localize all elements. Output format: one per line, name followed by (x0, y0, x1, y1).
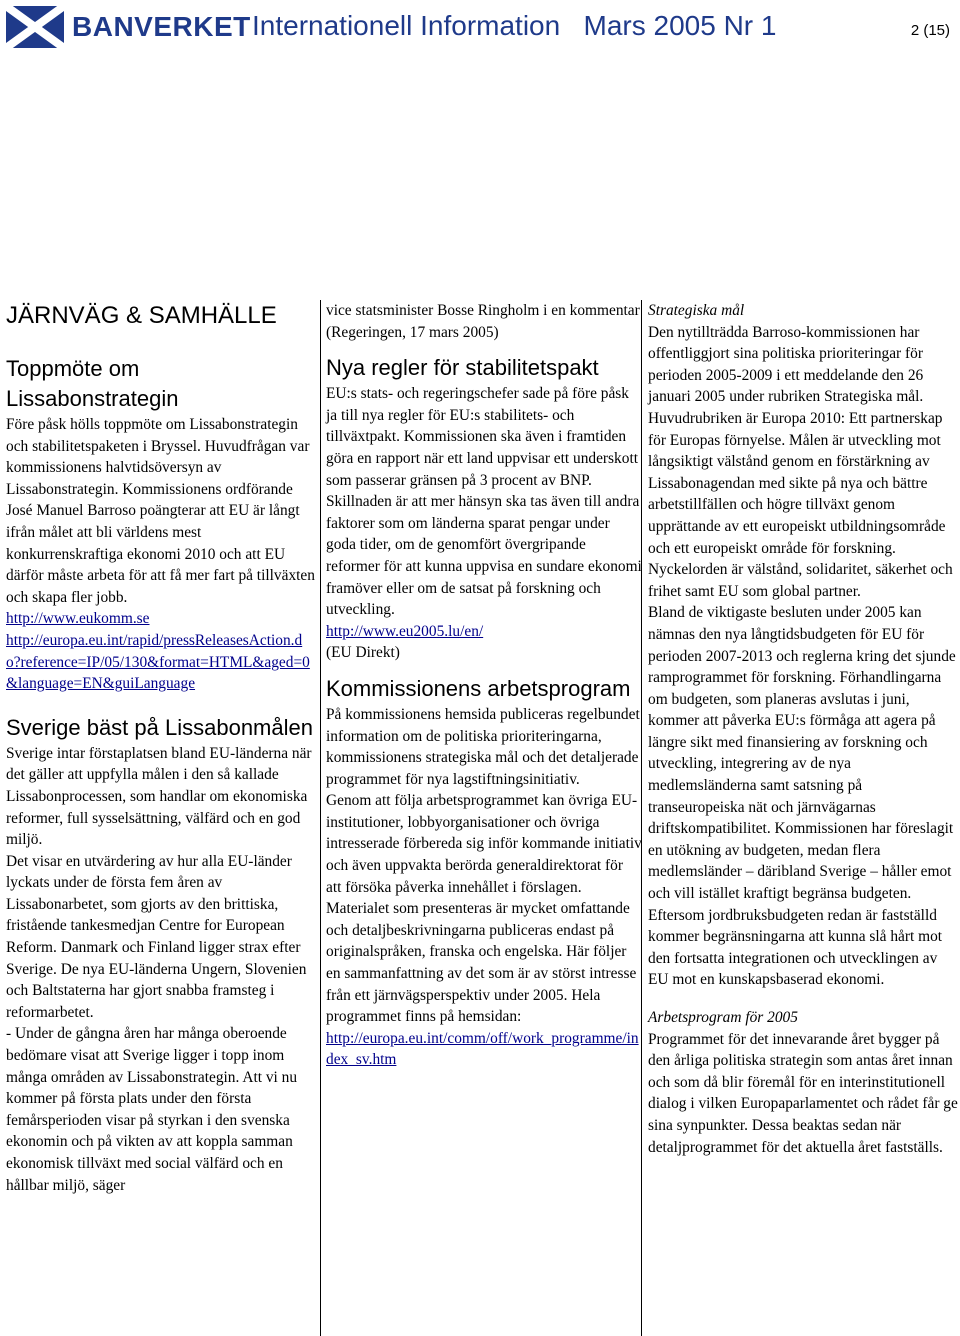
article-paragraph: Skillnaden är att mer hänsyn ska tas även till andra faktorer som om länderna sparat pengar under goda tider, om de genomfört övergripande reformer för att kunna uppvisa en sundare ekonomi framöver eller om de satsat på forskning och utveckling. (326, 493, 642, 619)
column-divider (320, 300, 321, 1336)
column-middle (326, 300, 642, 1071)
banverket-logo (6, 6, 251, 48)
article-paragraph: Genom att följa arbetsprogrammet kan övriga EU-institutioner, lobbyorganisationer och övriga intresserade förbereda sig inför kommande initiativ och även uppvakta berörda generaldirektorat för att försöka påverka innehållet i förslagen. Materialet som presenteras är mycket omfattande och detaljbeskrivningarna publiceras endast på originalspråken, franska och engelska. Här följer en sammanfattning av det som är av störst intresse från ett järnvägsperspektiv under 2005. Hela programmet finns på hemsidan: (326, 792, 642, 1026)
flag-icon (6, 6, 64, 48)
article-body: Före påsk hölls toppmöte om Lissabonstrategin och stabilitetspaketen i Bryssel. Huvudfrågan var kommissionens halvtidsöversyn av Lissabonstrategin. Kommissionens ordförande José Manuel Barroso poängterar att EU är långt ifrån målet att bli världens mest konkurrenskraftiga ekonomi 2010 och att EU därför måste arbeta för att få mer fart på tillväxten och skapa fler jobb. (6, 416, 315, 606)
article-paragraph: Det visar en utvärdering av hur alla EU-länder lyckats under de första fem åren av Lissabonarbetet, som gjorts av den brittiska, fristående tankesmedjan Centre for European Reform. Danmark och Finland ligger strax efter Sverige. De nya EU-länderna Ungern, Slovenien och Baltstaterna har gjort snabba framsteg i reformarbetet. (6, 852, 307, 1021)
article-paragraph: Nyckelorden är välstånd, solidaritet, säkerhet och frihet samt EU som global partner. (648, 561, 953, 600)
source-note: (Regeringen, 17 mars 2005) (326, 323, 499, 341)
article-heading: Toppmöte om Lissabonstrategin (6, 356, 179, 411)
eukomm-link[interactable]: http://www.eukomm.se (6, 610, 150, 628)
article-paragraph: Den nytillträdda Barroso-kommissionen har offentliggjort sina politiska prioriteringar för perioden 2005-2009 i ett meddelande den 26 januari 2005 under rubriken Strategiska mål. Huvudrubriken är Europa 2010: Ett partnerskap för Europas förnyelse. Målen är utveckling mot långsiktigt välstånd genom en förstärkning av Lissabonagendan med sikte på nya och bättre arbetstillfällen och högre tillväxt genom upprättande av ett europeiskt utbildningsområde och ett europeiskt område för forskning. (648, 323, 946, 557)
article-paragraph: Sverige intar förstaplatsen bland EU-länderna när det gäller att uppfylla målen i den så kallade Lissabonprocessen, som handlar om ekonomiska reformer, full sysselsättning, välfärd och en god miljö. (6, 744, 312, 849)
article-heading: Sverige bäst på Lissabonmålen (6, 714, 313, 740)
subheading: Arbetsprogram för 2005 (648, 1009, 798, 1026)
subheading: Strategiska mål (648, 302, 745, 319)
continued-text: vice statsminister Bosse Ringholm i en kommentar (326, 302, 640, 319)
column-left (6, 300, 316, 1196)
page-header (0, 0, 960, 56)
eu2005-link[interactable]: http://www.eu2005.lu/en/ (326, 622, 484, 640)
article-heading: Kommissionens arbetsprogram (326, 675, 631, 701)
section-title: JÄRNVÄG & SAMHÄLLE (6, 302, 277, 329)
work-programme-link[interactable]: http://europa.eu.int/comm/off/work_programme/index_sv.htm (326, 1029, 639, 1069)
article-paragraph: Bland de viktigaste besluten under 2005 kan nämnas den nya långtidsbudgeten för EU för perioden 2007-2013 och reglerna kring det sjunde ramprogrammet för forskning. Förhandlingarna om budgeten, som planeras avslutas i juni, kommer att påverka EU:s förmåga att agera på längre sikt med finansiering av forskning och utveckling, integrering av de nya medlemsländerna samt satsning på transeuropeiska nät och järnvägarnas driftskompatibilitet. Kommissionen har föreslagit en utökning av budgeten, medan flera medlemsländer – däribland Sverige – håller emot och vill istället kraftigt begränsa budgeten. Eftersom jordbruksbudgeten redan är fastställd kommer begränsningarna att kunna slå hårt mot den fortsatta integrationen och utvecklingen av EU mot en kunskapsbaserad ekonomi. (648, 604, 956, 989)
article-paragraph: Programmet för det innevarande året bygger på den årliga politiska strategin som antas året innan och som då blir föremål för en interinstitutionell dialog i vilken Europaparlamentet och rådet får ge sina synpunkter. Dessa beaktas sedan när detaljprogrammet för det aktuella året fastställs. (648, 1030, 958, 1156)
press-release-link[interactable]: http://europa.eu.int/rapid/pressReleasesAction.do?reference=IP/05/130&format=HTML&aged=0&language=EN&guiLanguage (6, 631, 310, 693)
column-right (648, 300, 958, 1158)
article-paragraph: EU:s stats- och regeringschefer sade på före påsk ja till nya regler för EU:s stabilitets- och tillväxtpakt. Kommissionen ska även i framtiden göra en rapport när ett land uppvisar ett underskott som passerar gränsen på 3 procent av BNP. (326, 385, 638, 489)
article-heading: Nya regler för stabilitetspakt (326, 355, 599, 381)
brand-name: BANVERKET (72, 11, 251, 42)
article-paragraph: På kommissionens hemsida publiceras regelbundet information om de politiska prioriteringarna, kommissionens strategiska mål och det detaljerade programmet för nya lagstiftningsinitiativ. (326, 705, 640, 788)
page-number: 2 (15) (910, 22, 950, 39)
source-note: (EU Direkt) (326, 644, 400, 662)
article-paragraph: - Under de gångna åren har många oberoende bedömare visat att Sverige ligger i topp inom många områden av Lissabonstrategin. Att vi nu kommer på första plats under den första femårsperioden visar på styrkan i den svenska ekonomin och på vikten av att koppla samman ekonomisk tillväxt med social välfärd och en hållbar miljö, säger (6, 1025, 298, 1194)
publication-title: Internationell Information Mars 2005 Nr 1 (252, 10, 777, 41)
